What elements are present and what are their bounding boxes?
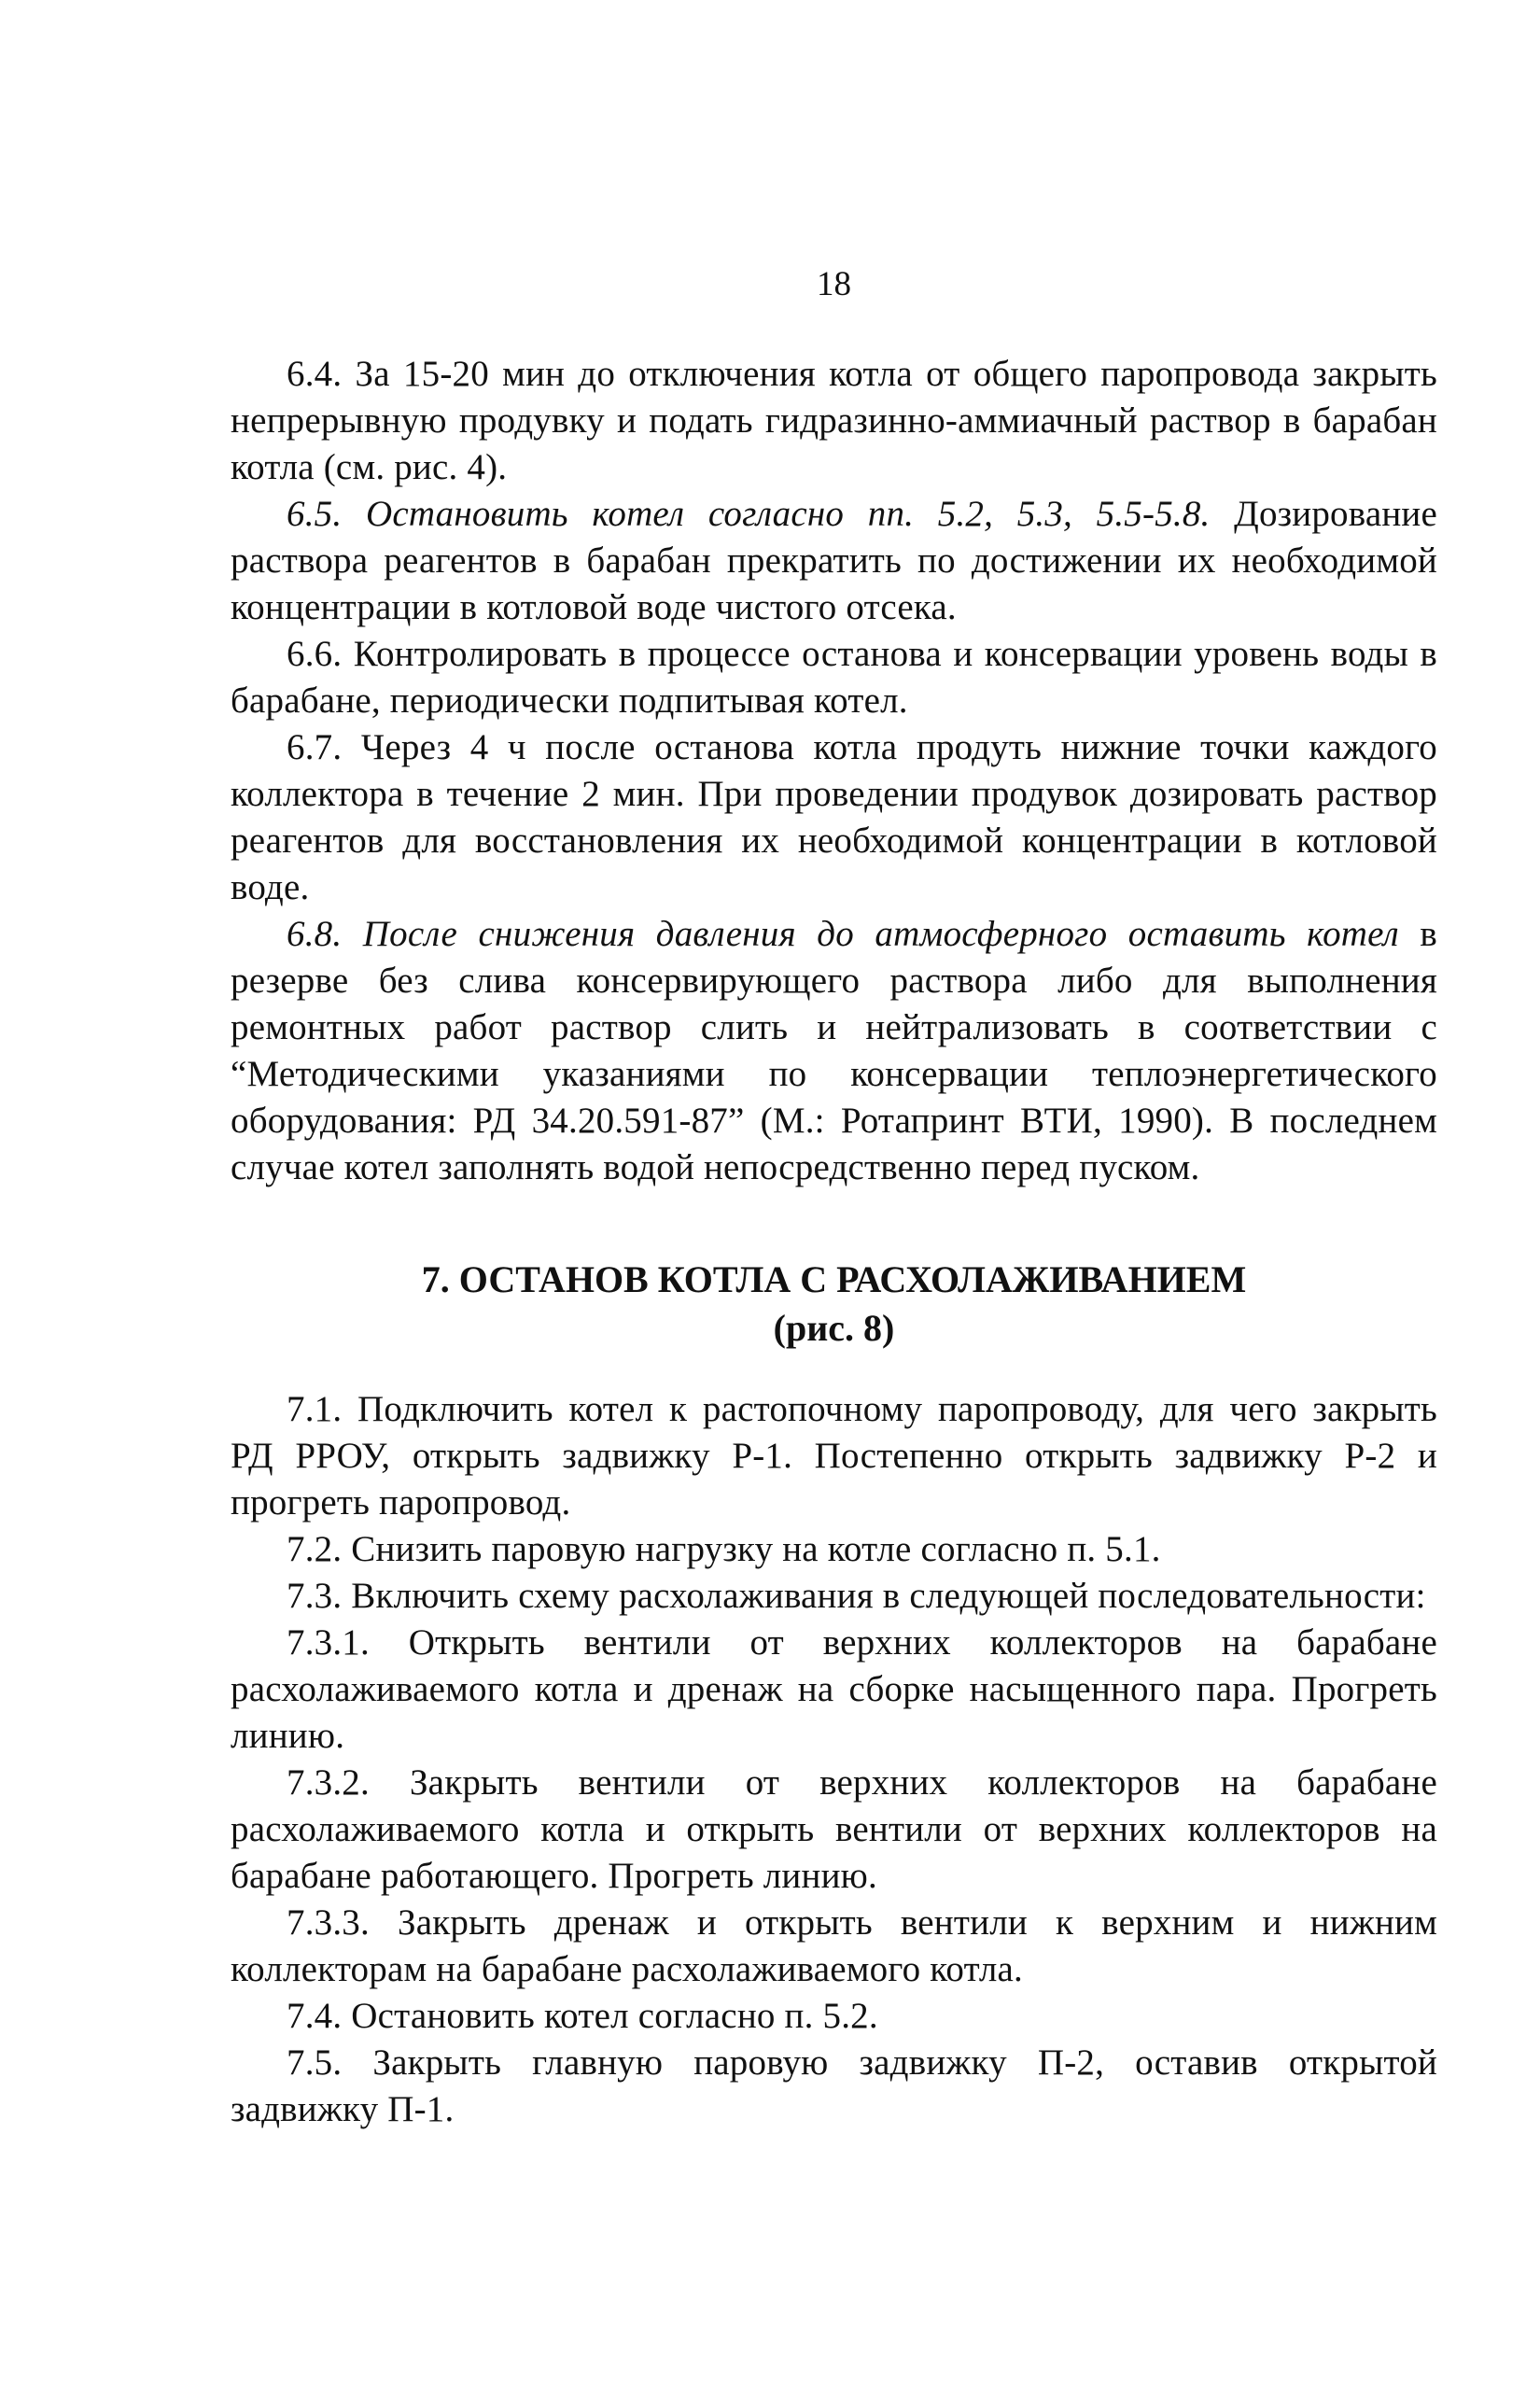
page-number: 18 <box>817 265 851 303</box>
paragraph-7-3-3: 7.3.3. Закрыть дренаж и открыть вентили к верхним и нижним коллекторам на барабане расхолаживаемого котла. <box>231 1902 1437 1989</box>
section-7-subtitle: (рис. 8) <box>773 1307 895 1349</box>
section-7-title: 7. ОСТАНОВ КОТЛА С РАСХОЛАЖИВАНИЕМ <box>421 1258 1247 1300</box>
paragraph-7-4: 7.4. Остановить котел согласно п. 5.2. <box>287 1996 878 2036</box>
paragraph-6-8 <box>231 911 1437 1191</box>
paragraph-6-6: 6.6. Контролировать в процессе останова и консервации уровень воды в барабане, периодически подпитывая котел. <box>231 634 1437 721</box>
section-7-heading <box>231 1256 1437 1353</box>
paragraph-6-5 <box>231 491 1437 631</box>
paragraph-7-5: 7.5. Закрыть главную паровую задвижку П-2, оставив открытой задвижку П-1. <box>231 2042 1437 2129</box>
paragraph-6-8-italic: 6.8. После снижения давления до атмосферного оставить котел <box>287 914 1399 954</box>
paragraph-7-3-1: 7.3.1. Открыть вентили от верхних коллекторов на барабане расхолаживаемого котла и дренаж на сборке насыщенного пара. Прогреть линию. <box>231 1622 1437 1756</box>
section-7-text <box>231 1386 1437 2133</box>
section-6-text <box>231 351 1437 1191</box>
paragraph-6-4: 6.4. За 15-20 мин до отключения котла от общего паропровода закрыть непрерывную продувку и подать гидразинно-аммиачный раствор в барабан котла (см. рис. 4). <box>231 354 1437 487</box>
paragraph-7-3-2: 7.3.2. Закрыть вентили от верхних коллекторов на барабане расхолаживаемого котла и открыть вентили от верхних коллекторов на барабане работающего. Прогреть линию. <box>231 1762 1437 1896</box>
paragraph-6-5-text: Дозирование раствора реагентов в барабан прекратить по достижении их необходимой концентрации в котловой воде чистого отсека. <box>231 494 1437 627</box>
paragraph-6-5-italic: 6.5. Остановить котел согласно пп. 5.2, 5.3, 5.5-5.8. <box>287 494 1211 534</box>
paragraph-7-1: 7.1. Подключить котел к растопочному паропроводу, для чего закрыть РД РРОУ, открыть задвижку Р-1. Постепенно открыть задвижку Р-2 и прогреть паропровод. <box>231 1389 1437 1523</box>
paragraph-7-3: 7.3. Включить схему расхолаживания в следующей последовательности: <box>287 1576 1426 1616</box>
paragraph-6-8-text: в резерве без слива консервирующего раствора либо для выполнения ремонтных работ раствор слить и нейтрализовать в соответствии с “Методическими указаниями по консервации теплоэнергетического оборудования: РД 34.20.591-87” (М.: Ротапринт ВТИ, 1990). В последнем случае котел заполнять водой непосредственно перед пуском. <box>231 914 1437 1187</box>
paragraph-7-2: 7.2. Снизить паровую нагрузку на котле согласно п. 5.1. <box>287 1529 1161 1569</box>
paragraph-6-7: 6.7. Через 4 ч после останова котла продуть нижние точки каждого коллектора в течение 2 мин. При проведении продувок дозировать раствор реагентов для восстановления их необходимой концентрации в котловой воде. <box>231 727 1437 907</box>
